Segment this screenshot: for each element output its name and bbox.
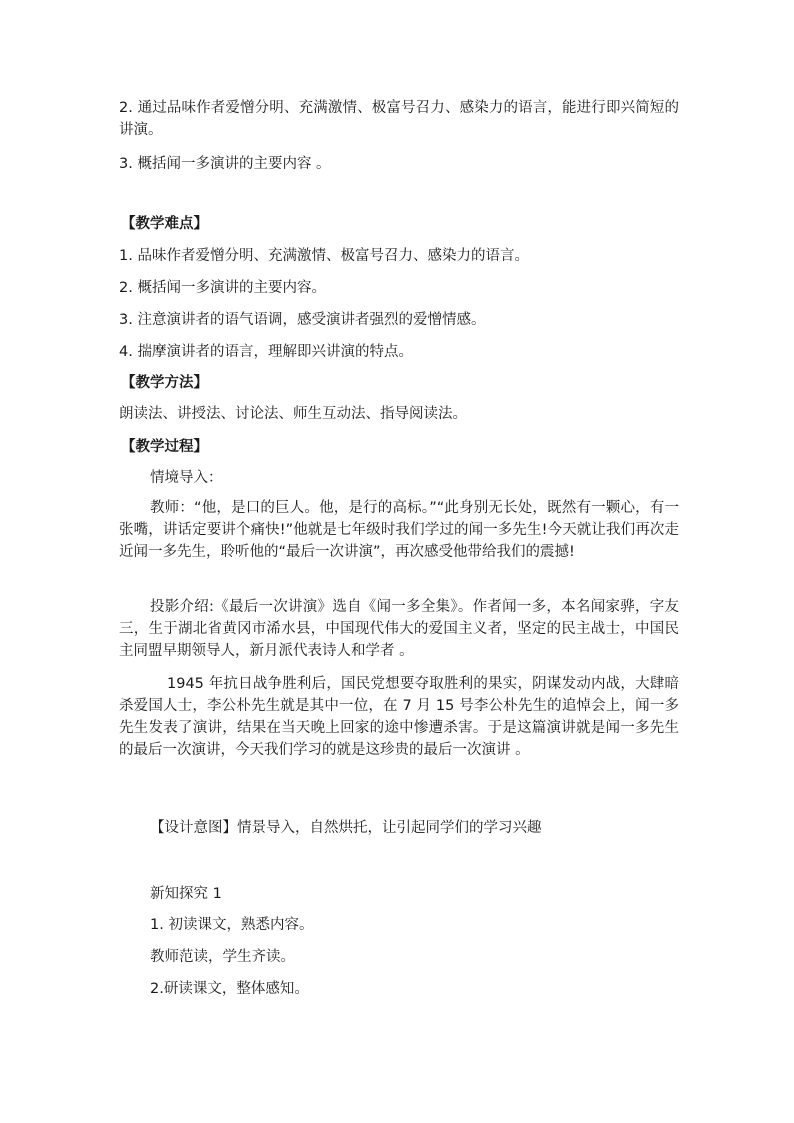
methods-heading: 【教学方法】 bbox=[121, 375, 208, 391]
explore-step-1: 1. 初读课文，熟悉内容。 bbox=[150, 917, 314, 933]
objective-item-3: 3. 概括闻一多演讲的主要内容 。 bbox=[119, 156, 331, 172]
process-heading: 【教学过程】 bbox=[121, 439, 208, 455]
methods-text: 朗读法、讲授法、讨论法、师生互动法、指导阅读法。 bbox=[119, 406, 467, 422]
explore-title: 新知探究 1 bbox=[150, 886, 222, 902]
difficulty-item-2: 2. 概括闻一多演讲的主要内容。 bbox=[119, 280, 326, 296]
explore-step-1-detail: 教师范读，学生齐读。 bbox=[150, 949, 295, 965]
situation-intro-label: 情境导入： bbox=[150, 470, 223, 486]
document-page bbox=[119, 0, 679, 1123]
difficulty-item-3: 3. 注意演讲者的语气语调，感受演讲者强烈的爱憎情感。 bbox=[119, 312, 486, 328]
design-intent: 【设计意图】情景导入，自然烘托，让引起同学们的学习兴趣 bbox=[150, 820, 542, 836]
difficulty-item-4: 4. 揣摩演讲者的语言，理解即兴讲演的特点。 bbox=[119, 344, 413, 360]
difficulties-heading: 【教学难点】 bbox=[121, 216, 208, 232]
explore-step-2: 2.研读课文，整体感知。 bbox=[150, 981, 309, 997]
teacher-paragraph: 教师：“他，是口的巨人。他，是行的高标。”“此身别无长处，既然有一颗心，有一张嘴，讲话定要讲个痛快!”他就是七年级时我们学过的闻一多先生!今天就让我们再次走近闻一多先生，聆听他的“最后一次讲演”，再次感受他带给我们的震撼! bbox=[119, 500, 679, 560]
projection-paragraph: 投影介绍:《最后一次讲演》选自《闻一多全集》。作者闻一多，本名闻家骅，字友三，生于湖北省黄冈市浠水县，中国现代伟大的爱国主义者，坚定的民主战士，中国民主同盟早期领导人，新月派代表诗人和学者 。 bbox=[119, 599, 679, 659]
difficulty-item-1: 1. 品味作者爱憎分明、充满激情、极富号召力、感染力的语言。 bbox=[119, 248, 529, 264]
objective-item-2: 2. 通过品味作者爱憎分明、充满激情、极富号召力、感染力的语言，能进行即兴简短的讲演。 bbox=[119, 100, 679, 138]
history-paragraph: 1945 年抗日战争胜利后，国民党想要夺取胜利的果实，阴谋发动内战，大肆暗杀爱国人士，李公朴先生就是其中一位，在 7 月 15 号李公朴先生的追悼会上，闻一多先生发表了演讲，结果在当天晚上回家的途中惨遭杀害。于是这篇演讲就是闻一多先生的最后一次演讲，今天我们学习的就是这珍贵的最后一次演讲 。 bbox=[119, 676, 679, 758]
